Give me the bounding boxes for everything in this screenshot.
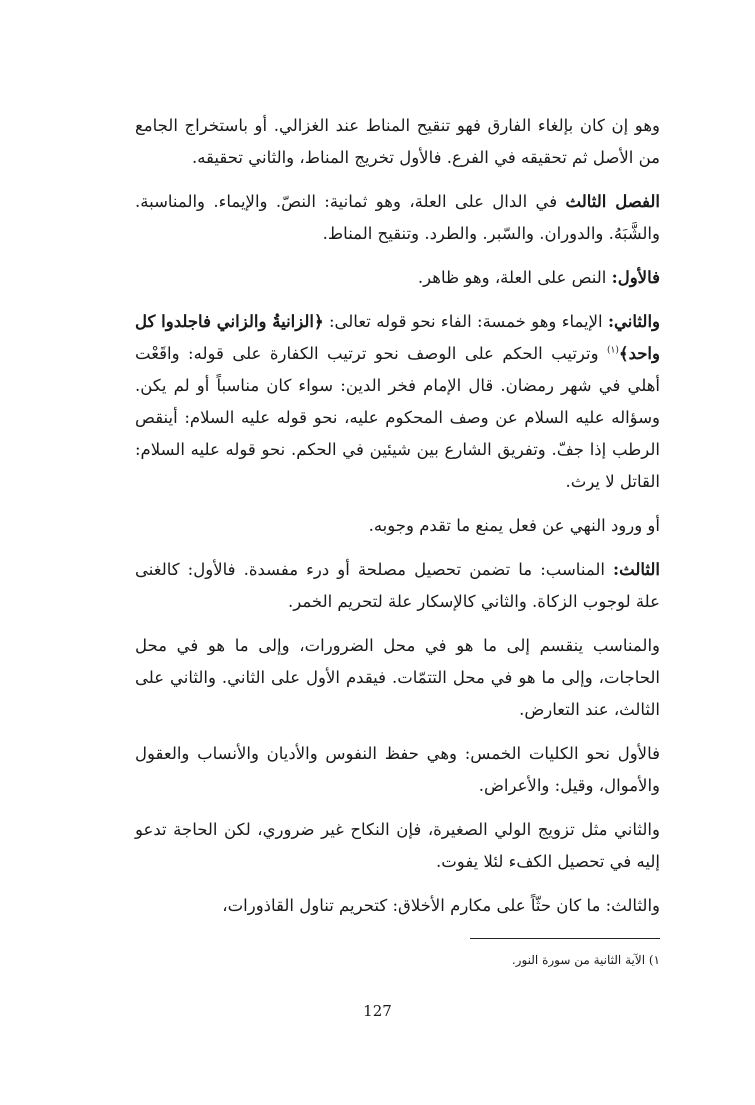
footnote-divider bbox=[470, 938, 660, 939]
footnote-reference: (١) bbox=[607, 345, 619, 356]
page-body bbox=[135, 110, 660, 934]
paragraph-7-text: والمناسب ينقسم إلى ما هو في محل الضرورات، وإلى ما هو في محل الحاجات، وإلى ما هو في محل التتمّات. فيقدم الأول على الثاني. والثاني على الثالث، عند التعارض. bbox=[135, 636, 660, 719]
paragraph-9 bbox=[135, 814, 660, 878]
paragraph-2-text: في الدال على العلة، وهو ثمانية: النصّ. والإيماء. والمناسبة. والشَّبَهُ. والدوران. والسّبر. والطرد. وتنقيح المناط. bbox=[135, 192, 660, 243]
paragraph-2 bbox=[135, 186, 660, 250]
paragraph-4-text-1: الإيماء وهو خمسة: الفاء نحو قوله تعالى: bbox=[323, 312, 608, 331]
paragraph-6 bbox=[135, 554, 660, 618]
paragraph-9-text: والثاني مثل تزويج الولي الصغيرة، فإن النكاح غير ضروري، لكن الحاجة تدعو إليه في تحصيل الكفء لئلا يفوت. bbox=[135, 820, 660, 871]
paragraph-3-text: النص على العلة، وهو ظاهر. bbox=[417, 268, 612, 287]
paragraph-6-lead: الثالث: bbox=[613, 560, 660, 579]
paragraph-3 bbox=[135, 262, 660, 294]
paragraph-4-text-2: وترتيب الحكم على الوصف نحو ترتيب الكفارة على قوله: واقَعْت أهلي في شهر رمضان. قال الإمام فخر الدين: سواء كان مناسباً أو لم يكن. وسؤاله عليه السلام عن وصف المحكوم عليه، نحو قوله عليه السلام: أينقص الرطب إذا جفّ. وتفريق الشارع بين شيئين في الحكم. نحو قوله عليه السلام: القاتل لا يرث. bbox=[135, 344, 660, 491]
section-heading: الفصل الثالث bbox=[565, 192, 661, 211]
page-number: 127 bbox=[363, 1002, 392, 1020]
paragraph-10 bbox=[135, 890, 660, 922]
paragraph-4 bbox=[135, 306, 660, 498]
paragraph-1-text: وهو إن كان بإلغاء الفارق فهو تنقيح المناط عند الغزالي. أو باستخراج الجامع من الأصل ثم تحقيقه في الفرع. فالأول تخريج المناط، والثاني تحقيقه. bbox=[135, 116, 660, 167]
paragraph-4-lead: والثاني: bbox=[607, 312, 660, 331]
paragraph-10-text: والثالث: ما كان حثّاً على مكارم الأخلاق: كتحريم تناول القاذورات، bbox=[222, 896, 660, 915]
paragraph-6-text: المناسب: ما تضمن تحصيل مصلحة أو درء مفسدة. فالأول: كالغنى علة لوجوب الزكاة. والثاني كالإسكار علة لتحريم الخمر. bbox=[135, 560, 660, 611]
footnote bbox=[360, 950, 660, 970]
footnote-text: الآية الثانية من سورة النور. bbox=[511, 953, 649, 967]
paragraph-3-lead: فالأول: bbox=[611, 268, 660, 287]
quran-verse: ﴿الزانيةُ والزاني فاجلدوا كل واحد﴾ bbox=[135, 312, 660, 363]
paragraph-7 bbox=[135, 630, 660, 726]
paragraph-5 bbox=[135, 510, 660, 542]
paragraph-1 bbox=[135, 110, 660, 174]
footnote-marker: ١) bbox=[648, 953, 660, 967]
paragraph-8-text: فالأول نحو الكليات الخمس: وهي حفظ النفوس والأديان والأنساب والعقول والأموال، وقيل: والأعراض. bbox=[135, 744, 660, 795]
paragraph-5-text: أو ورود النهي عن فعل يمنع ما تقدم وجوبه. bbox=[368, 516, 660, 535]
paragraph-8 bbox=[135, 738, 660, 802]
